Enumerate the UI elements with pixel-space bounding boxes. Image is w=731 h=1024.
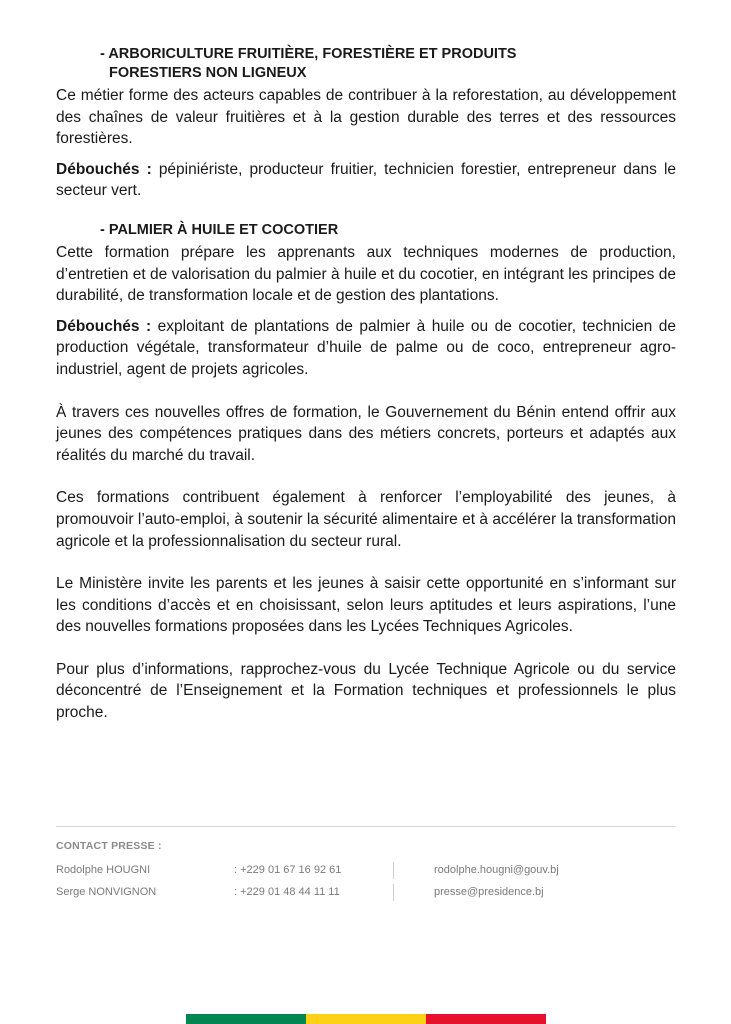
flag-stripe-red — [426, 1014, 546, 1024]
paragraph-ministere: Le Ministère invite les parents et les jeunes à saisir cette opportunité en s’informant sur les conditions d’accès et en choisissant, selon leurs aptitudes et leurs aspirations, l’une des nouvelles formations proposées dans les Lycées Techniques Agricoles. — [56, 575, 676, 636]
document-body — [56, 45, 676, 724]
contact-phone: : +229 01 48 44 11 11 — [234, 886, 340, 898]
debouches-text: exploitant de plantations de palmier à huile ou de cocotier, technicien de production végétale, transformateur d’huile de palme ou de coco, entrepreneur agro-industriel, agent de projets agricoles. — [56, 317, 677, 378]
section-heading-palmier: - PALMIER À HUILE ET COCOTIER — [100, 221, 339, 238]
section-body-arboriculture: Ce métier forme des acteurs capables de contribuer à la reforestation, au développement des chaînes de valeur fruitières et à la gestion durable des terres et des ressources forestières. — [56, 87, 676, 148]
debouches-label: Débouchés : — [56, 160, 152, 178]
flag-stripe-yellow — [306, 1014, 426, 1024]
contact-row — [56, 886, 676, 904]
paragraph-formations: Ces formations contribuent également à renforcer l’employabilité des jeunes, à promouvoir l’auto-emploi, à soutenir la sécurité alimentaire et à accélérer la transformation agricole et la professionnalisation du secteur rural. — [56, 489, 676, 550]
contact-email: presse@presidence.bj — [434, 886, 544, 898]
paragraph-informations: Pour plus d’informations, rapprochez-vous du Lycée Technique Agricole ou du service déconcentré de l’Enseignement et la Formation techniques et professionnels le plus proche. — [56, 660, 676, 722]
flag-color-bar — [186, 1014, 546, 1024]
contact-separator — [393, 884, 394, 901]
contact-row — [56, 864, 676, 882]
section-heading-arboriculture — [100, 45, 676, 83]
paragraph-gouvernement: À travers ces nouvelles offres de formation, le Gouvernement du Bénin entend offrir aux jeunes des compétences pratiques dans des métiers concrets, porteurs et adaptés aux réalités du marché du travail. — [56, 403, 676, 464]
debouches-label: Débouchés : — [56, 317, 152, 335]
debouches-text: pépiniériste, producteur fruitier, technicien forestier, entrepreneur dans le secteur vert. — [56, 160, 677, 200]
debouches-arboriculture — [56, 159, 676, 202]
section-body-palmier: Cette formation prépare les apprenants aux techniques modernes de production, d’entretien et de valorisation du palmier à huile et du cocotier, en intégrant les principes de durabilité, de transformation locale et de gestion des plantations. — [56, 243, 676, 305]
heading-line-1: - ARBORICULTURE FRUITIÈRE, FORESTIÈRE ET PRODUITS — [100, 46, 517, 62]
contact-separator — [393, 862, 394, 879]
contact-email: rodolphe.hougni@gouv.bj — [434, 864, 559, 876]
contact-name: Serge NONVIGNON — [56, 886, 157, 898]
footer-divider — [56, 826, 676, 827]
debouches-palmier — [56, 316, 676, 381]
heading-line-2: FORESTIERS NON LIGNEUX — [109, 65, 307, 81]
contact-phone: : +229 01 67 16 92 61 — [234, 864, 342, 876]
contact-name: Rodolphe HOUGNI — [56, 864, 151, 876]
flag-stripe-green — [186, 1014, 306, 1024]
contact-presse-title: CONTACT PRESSE : — [56, 840, 162, 852]
